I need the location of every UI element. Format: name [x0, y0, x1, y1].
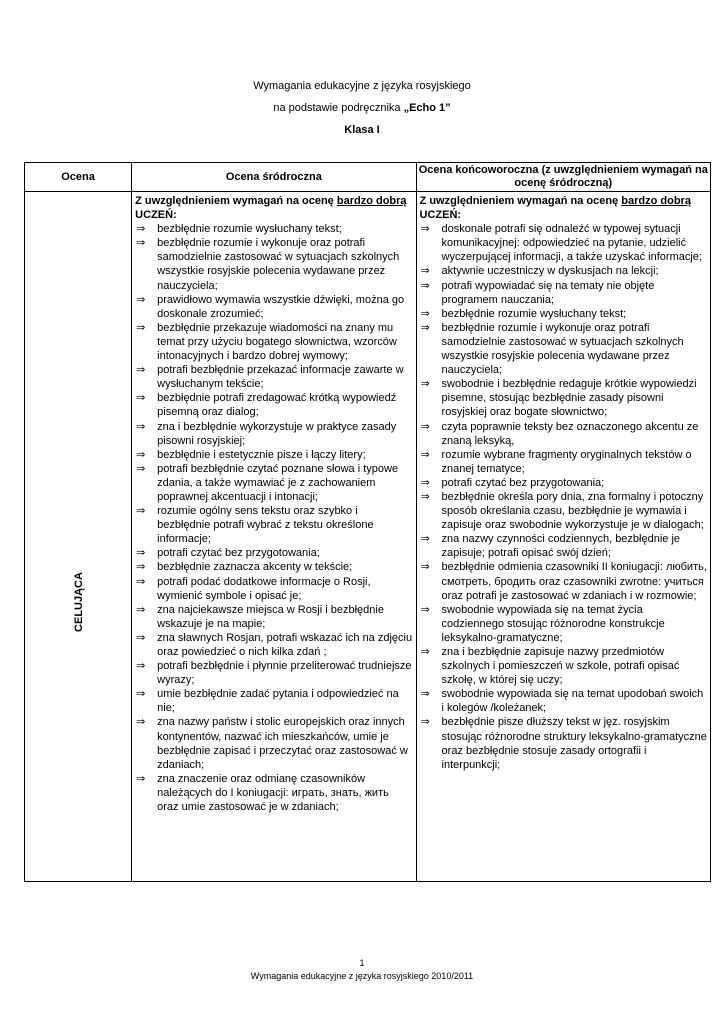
criterion-item — [420, 307, 707, 321]
criterion-text: umie bezbłędnie zadać pytania i odpowiedzieć na nie; — [157, 688, 399, 715]
intro-grade: bardzo dobrą — [621, 195, 691, 207]
criterion-text: potrafi bezbłędnie i płynnie przeliterować trudniejsze wyrazy; — [157, 660, 412, 687]
arrow-icon: ⇒ — [136, 575, 146, 588]
document-subtitle — [0, 102, 724, 114]
final-intro — [420, 194, 707, 208]
arrow-icon: ⇒ — [136, 364, 146, 377]
arrow-icon: ⇒ — [420, 561, 430, 574]
arrow-icon: ⇒ — [420, 279, 430, 292]
header-grade: Ocena — [25, 163, 132, 192]
criterion-text: bezbłędnie określa pory dnia, zna formalny i potoczny sposób określania czasu, bezbłędnie je wymawia i zapisuje oraz swobodnie wykorzystuje je w dialogach; — [441, 490, 704, 532]
grade-cell — [25, 192, 132, 882]
arrow-icon: ⇒ — [420, 490, 430, 503]
criterion-text: aktywnie uczestniczy w dyskusjach na lekcji; — [441, 265, 659, 278]
criterion-item — [135, 420, 412, 448]
grade-label: CELUJĄCA — [73, 572, 85, 632]
intro-prefix: Z uwzględnieniem wymagań na ocenę — [135, 195, 337, 207]
criterion-item — [135, 603, 412, 631]
criterion-text: zna nazwy czynności codziennych, bezbłędnie je zapisuje; potrafi opisać swój dzień; — [441, 533, 681, 560]
arrow-icon: ⇒ — [136, 772, 146, 785]
requirements-table — [24, 162, 711, 882]
criterion-text: bezbłędnie rozumie i wykonuje oraz potrafi samodzielnie zastosować w sytuacjach szkolnych wszystkie rosyjskie polecenia wydawane przez nauczyciela; — [441, 321, 684, 377]
criterion-item — [420, 645, 707, 687]
arrow-icon: ⇒ — [420, 716, 430, 729]
arrow-icon: ⇒ — [136, 237, 146, 250]
criterion-item — [135, 560, 412, 574]
criterion-item — [135, 236, 412, 292]
criterion-item — [420, 420, 707, 448]
criterion-text: potrafi czytać bez przygotowania; — [157, 547, 320, 560]
criterion-item — [135, 631, 412, 659]
criterion-text: swobodnie i bezbłędnie redaguje krótkie wypowiedzi pisemne, stosując bezbłędnie zasady pisowni rosyjskiej oraz bogate słownictwo; — [441, 378, 697, 419]
criterion-text: prawidłowo wymawia wszystkie dźwięki, można go doskonale zrozumieć; — [157, 293, 405, 320]
criterion-text: bezbłędnie zaznacza akcenty w tekście; — [157, 561, 353, 574]
criterion-text: potrafi czytać bez przygotowania; — [441, 476, 605, 489]
criterion-item — [420, 532, 707, 560]
midterm-intro — [135, 194, 412, 208]
final-cell — [416, 192, 710, 882]
criterion-text: zna i bezbłędnie zapisuje nazwy przedmiotów szkolnych i pomieszczeń w szkole, potrafi opisać szkołę, w której się uczy; — [441, 646, 680, 687]
document-title: Wymagania edukacyjne z języka rosyjskiego — [253, 80, 471, 92]
arrow-icon: ⇒ — [136, 716, 146, 729]
criterion-text: bezbłędnie rozumie wysłuchany tekst; — [441, 307, 627, 320]
criterion-text: potrafi wypowiadać się na tematy nie objęte programem nauczania; — [441, 279, 655, 306]
criterion-text: doskonale potrafi się odnaleźć w typowej sytuacji komunikacyjnej: odpowiedzieć na pytanie, udzielić wyczerpującej informacji, a także uzyskać informacje; — [441, 223, 702, 264]
criterion-item — [135, 687, 412, 715]
criterion-text: zna najciekawsze miejsca w Rosji i bezbłędnie wskazuje je na mapie; — [157, 603, 384, 630]
uczen-label: UCZEŃ: — [135, 209, 177, 222]
intro-grade: bardzo dobrą — [336, 195, 407, 207]
criterion-text: swobodnie wypowiada się na temat życia codziennego stosując różnorodne konstrukcje leksykalno-gramatyczne; — [441, 603, 665, 644]
criterion-item — [135, 448, 412, 462]
arrow-icon: ⇒ — [420, 603, 430, 616]
criterion-text: bezbłędnie pisze dłuższy tekst w jęz. rosyjskim stosując różnorodne struktury leksykalno-gramatyczne oraz bezbłędnie stosuje zasady ortografii i interpunkcji; — [441, 716, 707, 771]
arrow-icon: ⇒ — [136, 223, 146, 236]
criterion-text: bezbłędnie odmienia czasowniki II koniugacji: любить, смотреть, бродить oraz czasowniki zwrotne: учиться oraz potrafi je zastosować w zdaniach i w rozmowie; — [441, 561, 707, 602]
arrow-icon: ⇒ — [136, 321, 146, 334]
criterion-item — [135, 462, 412, 504]
criterion-text: bezbłędnie potrafi zredagować krótką wypowiedź pisemną oraz dialog; — [157, 392, 397, 419]
criterion-text: potrafi podać dodatkowe informacje o Rosji, wymienić symbole i opisać je; — [157, 575, 371, 602]
midterm-criteria-list — [135, 222, 412, 814]
arrow-icon: ⇒ — [136, 462, 146, 475]
arrow-icon: ⇒ — [420, 307, 430, 320]
arrow-icon: ⇒ — [420, 533, 430, 546]
arrow-icon: ⇒ — [420, 321, 430, 334]
criterion-text: bezbłędnie i estetycznie pisze i łączy litery; — [157, 448, 366, 461]
arrow-icon: ⇒ — [136, 603, 146, 616]
footer-text: Wymagania edukacyjne z języka rosyjskiego 2010/2011 — [250, 971, 474, 981]
page-number: 1 — [359, 958, 365, 968]
criterion-text: czyta poprawnie teksty bez oznaczonego akcentu ze znaną leksyką, — [441, 420, 699, 447]
arrow-icon: ⇒ — [420, 420, 430, 433]
intro-prefix: Z uwzględnieniem wymagań na ocenę — [419, 195, 622, 207]
midterm-cell — [132, 192, 416, 882]
criterion-text: zna sławnych Rosjan, potrafi wskazać ich na zdjęciu oraz powiedzieć o nich kilka zdań ; — [157, 631, 413, 658]
criterion-text: potrafi bezbłędnie przekazać informacje zawarte w wysłuchanym tekście; — [157, 364, 404, 391]
header-midterm: Ocena śródroczna — [132, 163, 416, 192]
criterion-text: rozumie ogólny sens tekstu oraz szybko i bezbłędnie potrafi wybrać z tekstu określone informacje; — [157, 505, 374, 546]
criterion-item — [135, 321, 412, 363]
criterion-text: bezbłędnie przekazuje wiadomości na znany mu temat przy użyciu bogatego słownictwa, wzorców intonacyjnych i bardzo dobrej wymowy; — [157, 321, 397, 363]
criterion-item — [420, 321, 707, 377]
arrow-icon: ⇒ — [136, 688, 146, 701]
arrow-icon: ⇒ — [420, 378, 430, 391]
arrow-icon: ⇒ — [420, 688, 430, 701]
criterion-item — [135, 363, 412, 391]
criterion-item — [420, 603, 707, 645]
arrow-icon: ⇒ — [136, 660, 146, 673]
criterion-item — [420, 476, 707, 490]
uczen-label: UCZEŃ: — [419, 209, 462, 222]
arrow-icon: ⇒ — [136, 420, 146, 433]
criterion-item — [135, 575, 412, 603]
criterion-item — [420, 279, 707, 307]
arrow-icon: ⇒ — [136, 448, 146, 461]
arrow-icon: ⇒ — [420, 476, 430, 489]
criterion-text: zna nazwy państw i stolic europejskich oraz innych kontynentów, nazwać ich mieszkańców, umie je bezbłędnie zapisać i przeczytać oraz zastosować w zdaniach; — [157, 716, 408, 771]
criterion-item — [135, 293, 412, 321]
table-header-row — [25, 163, 711, 192]
criterion-text: rozumie wybrane fragmenty oryginalnych tekstów o znanej tematyce; — [441, 448, 692, 475]
criterion-item — [135, 659, 412, 687]
criterion-item — [420, 687, 707, 715]
table-row — [25, 192, 711, 882]
criterion-item — [135, 772, 412, 814]
class-label: Klasa I — [344, 124, 380, 136]
arrow-icon: ⇒ — [136, 505, 146, 518]
arrow-icon: ⇒ — [136, 631, 146, 644]
criterion-item — [420, 490, 707, 532]
arrow-icon: ⇒ — [136, 392, 146, 405]
criterion-item — [420, 222, 707, 264]
arrow-icon: ⇒ — [420, 646, 430, 658]
arrow-icon: ⇒ — [420, 448, 430, 461]
criterion-text: potrafi bezbłędnie czytać poznane słowa i typowe zdania, a także wymawiać je z zachowaniem poprawnej akcentuacji i intonacji; — [157, 462, 399, 503]
arrow-icon: ⇒ — [420, 223, 430, 236]
criterion-item — [420, 264, 707, 278]
criterion-item — [135, 546, 412, 560]
arrow-icon: ⇒ — [136, 561, 146, 574]
arrow-icon: ⇒ — [136, 547, 146, 560]
criterion-item — [420, 448, 707, 476]
final-criteria-list — [420, 222, 707, 772]
criterion-text: zna znaczenie oraz odmianę czasowników należących do I koniugacji: играть, знать, жить oraz umie zastosować je w zdaniach; — [157, 772, 389, 814]
criterion-item — [420, 377, 707, 419]
criterion-text: bezbłędnie rozumie i wykonuje oraz potrafi samodzielnie zastosować w sytuacjach szkolnych wszystkie rosyjskie polecenia wydawane przez nauczyciela; — [157, 237, 400, 292]
arrow-icon: ⇒ — [420, 265, 430, 278]
criterion-item — [135, 222, 412, 236]
textbook-name: „Echo 1” — [403, 102, 451, 114]
header-final: Ocena końcoworoczna (z uwzględnieniem wymagań na ocenę śródroczną) — [416, 163, 710, 192]
criterion-text: bezbłędnie rozumie wysłuchany tekst; — [157, 223, 342, 236]
criterion-item — [135, 391, 412, 419]
criterion-item — [135, 715, 412, 771]
subtitle-prefix: na podstawie podręcznika — [273, 102, 404, 114]
criterion-text: zna i bezbłędnie wykorzystuje w praktyce zasady pisowni rosyjskiej; — [157, 420, 397, 447]
criterion-text: swobodnie wypowiada się na temat upodobań swoich i kolegów /koleżanek; — [441, 688, 704, 715]
arrow-icon: ⇒ — [136, 293, 146, 306]
criterion-item — [135, 504, 412, 546]
criterion-item — [420, 560, 707, 602]
criterion-item — [420, 715, 707, 771]
